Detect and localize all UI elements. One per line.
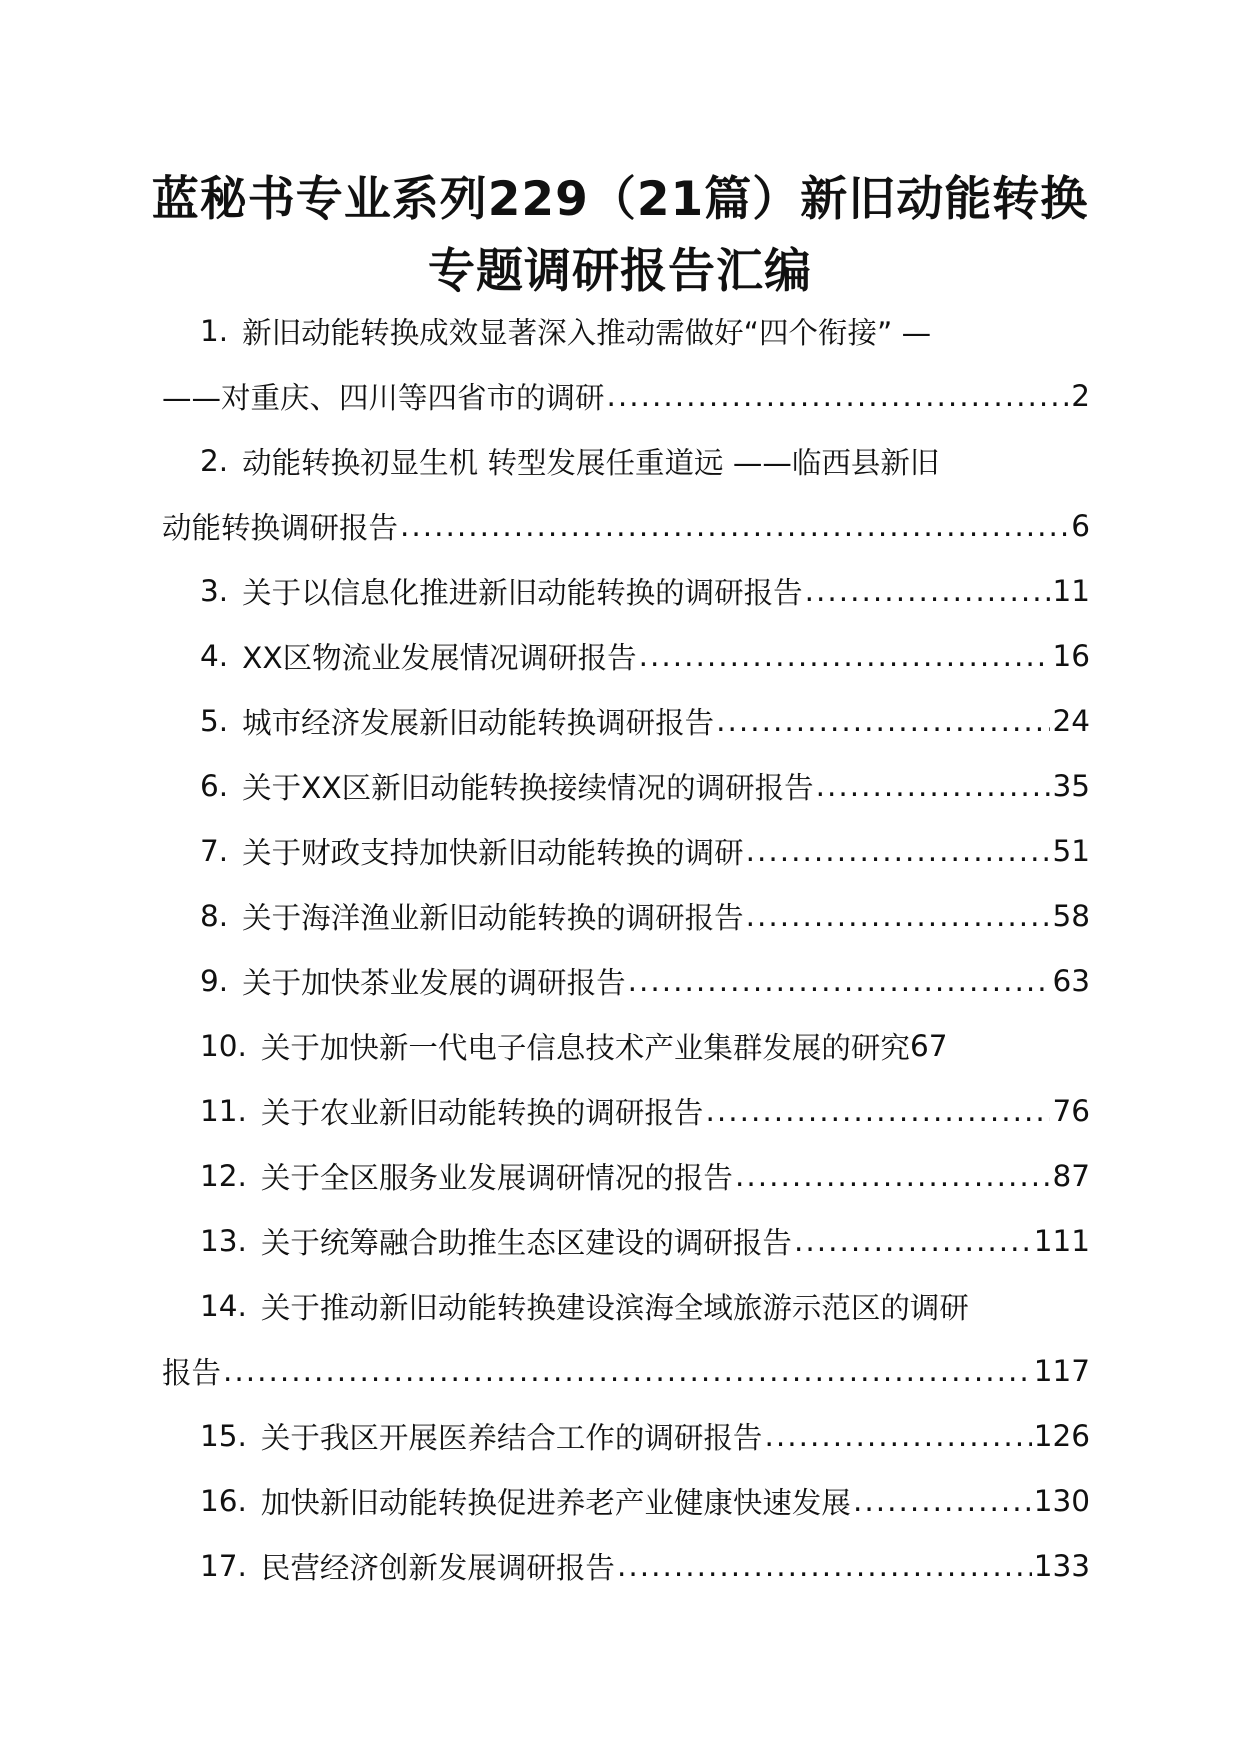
dot-leader <box>716 704 1050 738</box>
document-title-line1: 蓝秘书专业系列229（21篇）新旧动能转换 <box>151 172 1089 227</box>
toc-entry-page: 58 <box>1052 898 1090 933</box>
toc-entry-14-line1[interactable] <box>162 1273 1090 1338</box>
toc-entry-number: 5. <box>200 703 229 738</box>
dot-leader <box>746 899 1051 933</box>
toc-entry-1-line2[interactable] <box>162 363 1090 428</box>
toc-entry-number: 15. <box>200 1418 247 1453</box>
toc-entry-15[interactable] <box>162 1403 1090 1468</box>
dot-leader <box>639 639 1051 673</box>
toc-entry-page: 117 <box>1033 1353 1090 1388</box>
toc-entry-8[interactable] <box>162 883 1090 948</box>
toc-entry-number: 11. <box>200 1093 247 1128</box>
dot-leader <box>617 1549 1032 1583</box>
toc-entry-2-line1[interactable] <box>162 428 1090 493</box>
toc-entry-number: 9. <box>200 963 229 998</box>
toc-entry-page: 63 <box>1052 963 1090 998</box>
toc-entry-page: 130 <box>1033 1483 1090 1518</box>
dot-leader <box>705 1094 1050 1128</box>
toc-entry-number: 10. <box>200 1028 247 1063</box>
toc-entry-page: 111 <box>1033 1223 1090 1258</box>
toc-entry-number: 6. <box>200 768 229 803</box>
toc-entry-page: 16 <box>1052 638 1090 673</box>
toc-entry-page: 6 <box>1071 508 1090 543</box>
toc-entry-4[interactable] <box>162 623 1090 688</box>
toc-entry-page: 67 <box>909 1028 948 1063</box>
toc-entry-title: 关于以信息化推进新旧动能转换的调研报告 <box>242 575 803 610</box>
toc-entry-title: 新旧动能转换成效显著深入推动需做好“四个衔接” — <box>242 315 932 350</box>
toc-entry-number: 3. <box>200 573 229 608</box>
toc-entry-title: 城市经济发展新旧动能转换调研报告 <box>242 705 715 740</box>
toc-entry-title: 动能转换初显生机 转型发展任重道远 ——临西县新旧 <box>242 445 940 480</box>
toc-entry-5[interactable] <box>162 688 1090 753</box>
toc-entry-title-cont: 动能转换调研报告 <box>162 510 399 545</box>
toc-entry-page: 24 <box>1052 703 1090 738</box>
toc-entry-9[interactable] <box>162 948 1090 1013</box>
dot-leader <box>794 1224 1032 1258</box>
toc-entry-number: 13. <box>200 1223 247 1258</box>
document-title-line2: 专题调研报告汇编 <box>428 244 812 299</box>
toc-entry-title: XX区物流业发展情况调研报告 <box>242 640 637 675</box>
toc-entry-17[interactable] <box>162 1533 1090 1598</box>
toc-entry-16[interactable] <box>162 1468 1090 1533</box>
toc-entry-title: 关于加快新一代电子信息技术产业集群发展的研究 <box>260 1030 910 1065</box>
table-of-contents <box>162 298 1090 1598</box>
toc-entry-title-cont: 报告 <box>162 1355 222 1390</box>
toc-entry-page: 51 <box>1052 833 1090 868</box>
toc-entry-number: 4. <box>200 638 229 673</box>
toc-entry-title: 关于统筹融合助推生态区建设的调研报告 <box>260 1225 792 1260</box>
toc-entry-title: 民营经济创新发展调研报告 <box>260 1550 615 1585</box>
toc-entry-10[interactable] <box>162 1013 1090 1078</box>
toc-entry-number: 12. <box>200 1158 247 1193</box>
toc-entry-title: 关于农业新旧动能转换的调研报告 <box>260 1095 704 1130</box>
toc-entry-title-cont: ——对重庆、四川等四省市的调研 <box>162 380 605 415</box>
dot-leader <box>735 1159 1051 1193</box>
toc-entry-6[interactable] <box>162 753 1090 818</box>
dot-leader <box>746 834 1051 868</box>
toc-entry-number: 14. <box>200 1288 247 1323</box>
toc-entry-page: 76 <box>1052 1093 1090 1128</box>
dot-leader <box>853 1484 1032 1518</box>
toc-entry-14-line2[interactable] <box>162 1338 1090 1403</box>
toc-entry-page: 35 <box>1052 768 1090 803</box>
toc-entry-page: 2 <box>1071 378 1090 413</box>
dot-leader <box>764 1419 1031 1453</box>
toc-entry-number: 8. <box>200 898 229 933</box>
toc-entry-title: 关于XX区新旧动能转换接续情况的调研报告 <box>242 770 814 805</box>
toc-entry-page: 126 <box>1033 1418 1090 1453</box>
toc-entry-2-line2[interactable] <box>162 493 1090 558</box>
dot-leader <box>400 509 1069 543</box>
toc-entry-page: 133 <box>1033 1548 1090 1583</box>
toc-entry-title: 关于我区开展医养结合工作的调研报告 <box>260 1420 763 1455</box>
toc-entry-title: 关于推动新旧动能转换建设滨海全域旅游示范区的调研 <box>260 1290 969 1325</box>
toc-entry-title: 关于全区服务业发展调研情况的报告 <box>260 1160 733 1195</box>
toc-entry-number: 16. <box>200 1483 247 1518</box>
toc-entry-title: 加快新旧动能转换促进养老产业健康快速发展 <box>260 1485 851 1520</box>
toc-entry-page: 11 <box>1052 573 1090 608</box>
toc-entry-number: 17. <box>200 1548 247 1583</box>
toc-entry-title: 关于财政支持加快新旧动能转换的调研 <box>242 835 744 870</box>
dot-leader <box>805 574 1051 608</box>
toc-entry-number: 7. <box>200 833 229 868</box>
toc-entry-13[interactable] <box>162 1208 1090 1273</box>
dot-leader <box>223 1354 1032 1388</box>
toc-entry-12[interactable] <box>162 1143 1090 1208</box>
toc-entry-page: 87 <box>1052 1158 1090 1193</box>
toc-entry-11[interactable] <box>162 1078 1090 1143</box>
toc-entry-number: 1. <box>200 313 229 348</box>
toc-entry-number: 2. <box>200 443 229 478</box>
dot-leader <box>628 964 1051 998</box>
toc-entry-3[interactable] <box>162 558 1090 623</box>
dot-leader <box>816 769 1051 803</box>
toc-entry-title: 关于海洋渔业新旧动能转换的调研报告 <box>242 900 744 935</box>
dot-leader <box>607 379 1070 413</box>
toc-entry-7[interactable] <box>162 818 1090 883</box>
toc-entry-title: 关于加快茶业发展的调研报告 <box>242 965 626 1000</box>
toc-entry-1-line1[interactable] <box>162 298 1090 363</box>
